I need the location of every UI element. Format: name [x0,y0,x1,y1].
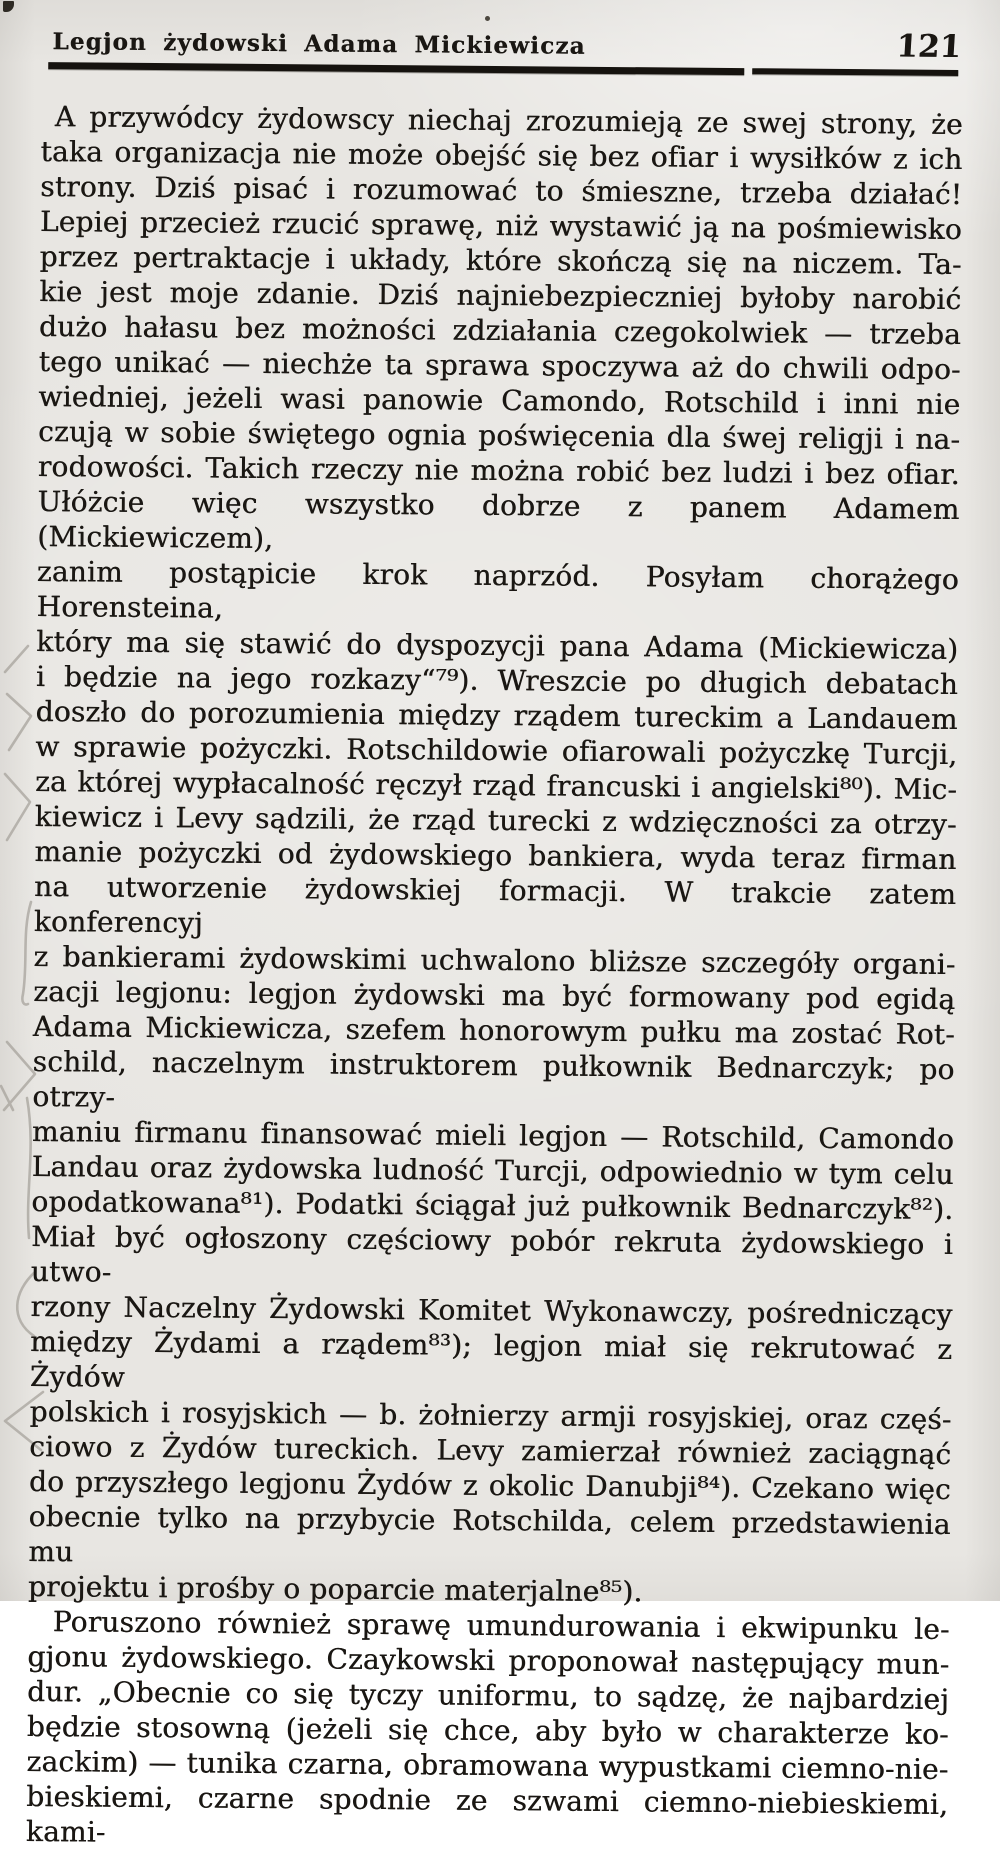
header-rule [41,62,963,78]
text-line: do przyszłego legjonu Żydów z okolic Danubji⁸⁴). Czekano więc [28,1464,952,1506]
text-line: i będzie na jego rozkazy“⁷⁹). Wreszcie po długich debatach [35,659,959,702]
text-line: rzony Naczelny Żydowski Komitet Wykonawczy, pośredniczący [30,1289,953,1332]
text-line: schild, naczelnym instruktorem pułkownik Bednarczyk; po otrzy- [32,1044,955,1114]
text-line: gjonu żydowskiego. Czaykowski proponował następujący mun- [27,1639,950,1681]
header-rule-right-segment [752,68,958,76]
text-line: na utworzenie żydowskiej formacji. W trakcie zatem konferencyj [33,869,957,940]
text-line: A przywódcy żydowscy niechaj zrozumieją ze swej strony, że [54,100,963,142]
text-line: strony. Dziś pisać i rozumować to śmieszne, trzeba działać! [40,170,963,212]
text-line: tego unikać — niechże ta sprawa spoczywa aż do chwili odpo- [38,344,961,387]
page-header [41,22,963,66]
text-line: kiewicz i Levy sądzili, że rząd turecki z wdzięczności za otrzy- [34,799,957,842]
pencil-mark [27,1098,31,1238]
text-line: za której wypłacalność ręczył rząd francuski i angielski⁸⁰). Mic- [34,764,958,807]
text-line: Ułóżcie więc wszystko dobrze z panem Adamem (Mickiewiczem), [37,484,960,556]
header-rule-left-segment [48,62,744,75]
paragraph [26,1604,950,1857]
text-line: Landau oraz żydowska ludność Turcji, odpowiednio w tym celu [31,1149,954,1192]
text-line: zanim postąpicie krok naprzód. Posyłam chorążego Horensteina, [36,554,959,625]
text-line: Poruszono również sprawę umundurowania i ekwipunku le- [52,1605,950,1646]
text-line: rodowości. Takich rzeczy nie można robić bez ludzi i bez ofiar. [37,449,960,492]
text-line: wiedniej, jeżeli wasi panowie Camondo, Rotschild i inni nie [38,379,961,422]
text-line: kie jest moje zdanie. Dziś najniebezpieczniej byłoby narobić [39,274,962,317]
text-line: manie pożyczki od żydowskiego bankiera, wyda teraz firman [34,834,957,877]
text-line: dur. „Obecnie co się tyczy uniformu, to sądzę, że najbardziej [26,1674,950,1716]
text-line: dużo hałasu bez możności zdziałania czegokolwiek — trzeba [38,309,962,352]
text-line: Lepiej przecież rzucić sprawę, niż wystawić ją na pośmiewisko [39,204,963,247]
pencil-mark [5,774,30,840]
text-line: który ma się stawić do dyspozycji pana Adama (Mickiewicza) [36,624,959,667]
paragraph [28,99,963,1612]
text-line: przez pertraktacje i układy, które skończą się na niczem. Ta- [39,239,962,282]
text-line: bieskiemi, czarne spodnie ze szwami ciemno-niebieskiemi, kami- [25,1779,949,1849]
text-line: między Żydami a rządem⁸³); legjon miał się rekrutować z Żydów [29,1324,953,1394]
text-line: Miał być ogłoszony częściowy pobór rekruta żydowskiego i utwo- [30,1219,954,1289]
text-line: polskich i rosyjskich — b. żołnierzy armji rosyjskiej, oraz częś- [29,1394,952,1436]
text-line: maniu firmanu finansować mieli legjon — Rotschild, Camondo [31,1114,955,1157]
text-line: ciowo z Żydów tureckich. Levy zamierzał również zaciągnąć [29,1429,952,1471]
scan-artifact [485,16,490,21]
text-line: z bankierami żydowskimi uchwalono bliższe szczegóły organi- [33,939,956,982]
pencil-mark [7,694,31,750]
text-line: projektu i prośby o poparcie materjalne⁸⁵). [27,1569,643,1609]
text-line: opodatkowana⁸¹). Podatki ściągał już pułkownik Bednarczyk⁸²). [31,1184,954,1227]
text-line: zacji legjonu: legjon żydowski ma być formowany pod egidą [33,974,956,1017]
pencil-mark [22,902,31,1005]
page-number: 121 [895,28,963,66]
pencil-mark [5,646,28,672]
text-line: doszło do porozumienia między rządem tureckim a Landauem [35,694,958,737]
text-line: zackim) — tunika czarna, obramowana wypustkami ciemno-nie- [26,1744,949,1786]
text-block [26,99,963,1857]
text-line: Adama Mickiewicza, szefem honorowym pułku ma zostać Rot- [32,1009,955,1052]
text-line: czują w sobie świętego ognia poświęcenia dla śwej religji i na- [37,414,961,457]
running-title: Legjon żydowski Adama Mickiewicza [52,28,586,60]
text-line: obecnie tylko na przybycie Rotschilda, celem przedstawienia mu [28,1499,951,1569]
text-line: w sprawie pożyczki. Rotschildowie ofiarowali pożyczkę Turcji, [35,729,958,772]
text-line: taka organizacja nie może obejść się bez ofiar i wysiłków z ich [40,135,963,177]
text-line: będzie stosowną (jeżeli się chce, aby było w charakterze ko- [26,1709,949,1751]
page-content [26,22,964,1857]
